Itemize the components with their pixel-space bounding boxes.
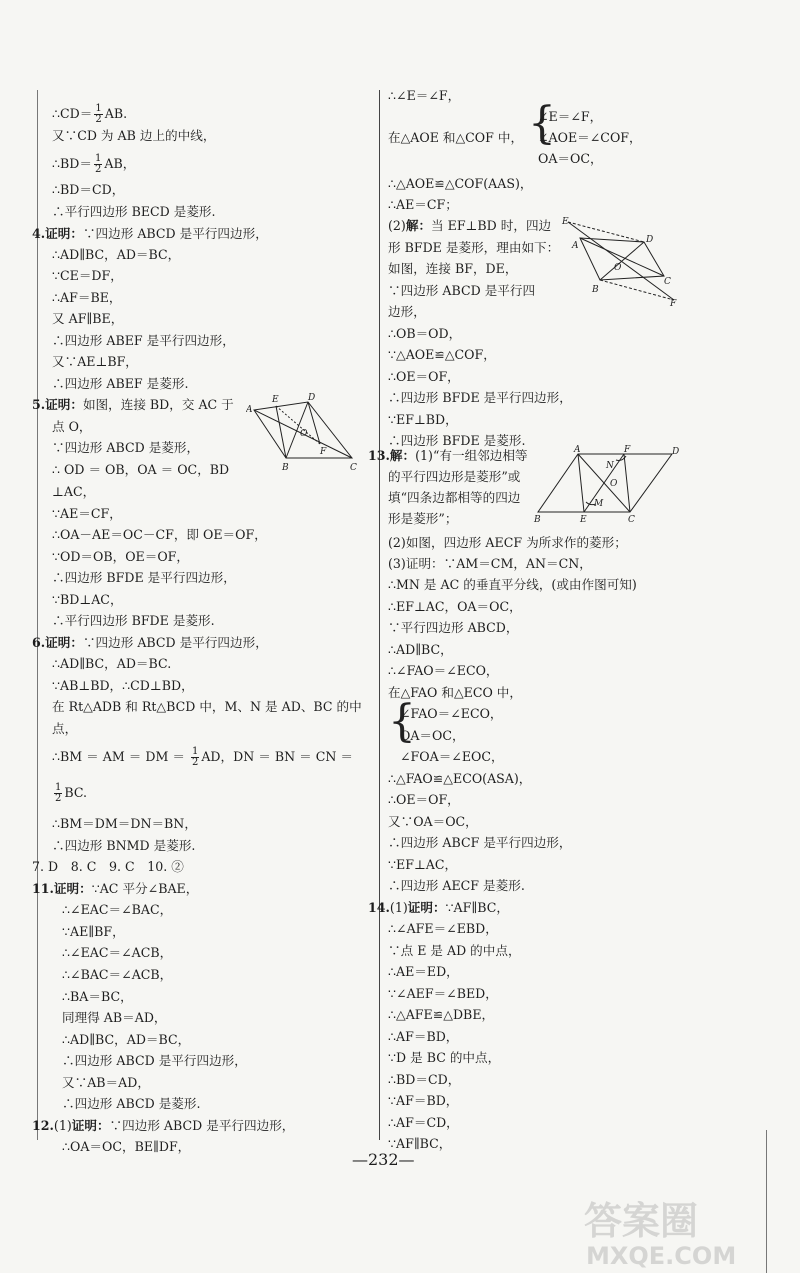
fraction-numerator: 1: [94, 153, 102, 164]
text-text: ∴BD＝CD，: [52, 182, 125, 197]
text-text: ∴∠FAO＝∠ECO，: [388, 663, 499, 678]
right-line: [388, 326, 461, 342]
fig13-label: C: [628, 515, 635, 524]
left-line: [52, 506, 122, 522]
left-line: [52, 527, 267, 543]
text-text: 如图，连接 BF，DE，: [388, 261, 518, 276]
right-line: [388, 347, 496, 363]
left-line: [52, 204, 216, 220]
fig12-label: B: [592, 285, 599, 295]
text-text: ∵AE＝CF，: [52, 506, 122, 521]
text-text: 同理得 AB＝AD，: [62, 1010, 167, 1025]
text-text: ∵AF∥BC，: [445, 900, 509, 915]
text-text: ∠FOA＝∠EOC，: [400, 749, 504, 764]
fig5-label: C: [350, 463, 357, 472]
fig13-label: E: [580, 515, 587, 524]
post-text: AB.: [104, 106, 128, 121]
text-text: ∴AD∥BC，: [388, 642, 453, 657]
left-line: [52, 783, 87, 804]
pre-text: ∴BM ＝ AM ＝ DM ＝: [52, 749, 189, 764]
text-text: ∴AE＝CF；: [388, 197, 458, 212]
left-line: [62, 945, 172, 961]
text-text: (2)如图，四边形 AECF 为所求作的菱形；: [388, 535, 627, 550]
pre2-text: (3): [388, 556, 406, 571]
right-line: [388, 556, 592, 572]
fraction: [191, 747, 199, 768]
right-line: [388, 1093, 458, 1109]
text-text: 又∵OA＝OC，: [388, 814, 478, 829]
figure-parallelogram-12: [558, 216, 678, 306]
text-text: ∵四边形 ABCD 是菱形，: [52, 440, 200, 455]
right-line: [400, 728, 465, 744]
text-text: ∵四边形 ABCD 是平行四边形，: [109, 1118, 295, 1133]
right-line: [400, 706, 503, 722]
right-line: [388, 685, 522, 701]
fig12-label: A: [572, 241, 579, 251]
text-text: ∴AD∥BC，AD＝BC，: [52, 247, 181, 262]
text-text: ∵四边形 ABCD 是平行四边形，: [82, 226, 268, 241]
right-line: [538, 109, 602, 125]
right-line: [388, 88, 460, 104]
left-line: [52, 440, 199, 456]
text-text: ∴BD＝CD，: [388, 1072, 461, 1087]
text-text: ∴四边形 ABEF 是平行四边形，: [52, 333, 235, 348]
label-text: 证明：: [45, 226, 83, 241]
right-line: [388, 1072, 460, 1088]
right-line: [388, 792, 460, 808]
text-text: 的平行四边形是菱形”或: [388, 469, 521, 484]
fig13-label: A: [574, 445, 581, 455]
right-line: [388, 921, 498, 937]
text-text: 又∵AB＝AD，: [62, 1075, 150, 1090]
right-line: [388, 490, 520, 506]
text-text: ∴OB＝OD，: [388, 326, 462, 341]
right-line: [388, 599, 522, 615]
text-text: ∴四边形 BFDE 是平行四边形，: [52, 570, 236, 585]
left-line: [32, 859, 184, 875]
right-line: [388, 620, 518, 636]
left-line: [52, 419, 92, 435]
watermark-url: MXQE.COM: [586, 1242, 737, 1270]
left-line: [52, 816, 197, 832]
text-text: 在 Rt△ADB 和 Rt△BCD 中，M、N 是 AD、BC 的中: [52, 699, 362, 714]
right-line: [388, 1007, 494, 1023]
right-line: [388, 304, 426, 320]
right-line: [388, 176, 532, 192]
column-divider: [379, 90, 380, 1140]
text-text: ∴△FAO≌△ECO(ASA)，: [388, 771, 532, 786]
text-text: 形 BFDE 是菱形，理由如下：: [388, 240, 560, 255]
text-text: ∴OA－AE＝OC－CF，即 OE＝OF，: [52, 527, 267, 542]
text-text: ∵BD⊥AC，: [52, 592, 123, 607]
text-text: ∴∠EAC＝∠BAC，: [62, 902, 173, 917]
pre2-text: (1): [53, 1118, 72, 1133]
right-line: [388, 642, 453, 658]
left-line: [32, 397, 234, 413]
figure-construction-13: [532, 444, 692, 524]
fig5-label: D: [308, 393, 316, 403]
right-line: [388, 835, 572, 851]
right-line: [388, 943, 521, 959]
fraction-denominator: 2: [55, 793, 62, 804]
text-text: ∵平行四边形 ABCD，: [388, 620, 519, 635]
fig5-label: A: [246, 405, 253, 415]
num-text: 6.: [32, 635, 46, 650]
text-text: ∵OD＝OB，OE＝OF，: [52, 549, 189, 564]
text-text: ∴EF⊥AC，OA＝OC，: [388, 599, 522, 614]
right-line: [388, 1029, 458, 1045]
fig12-label: O: [614, 263, 622, 273]
text-text: ⊥AC，: [52, 484, 96, 499]
left-line: [32, 881, 198, 897]
text-text: 在△AOE 和△COF 中，: [388, 130, 524, 145]
fraction: [94, 154, 102, 175]
text-text: 证明：∵AM＝CM，AN＝CN，: [405, 556, 592, 571]
left-line: [52, 699, 362, 715]
text-text: ∴四边形 ABCD 是菱形.: [62, 1096, 201, 1111]
left-line: [52, 570, 236, 586]
fig13-label: D: [672, 447, 680, 457]
text-text: (1)“有一组邻边相等: [415, 448, 528, 463]
text-text: 当 EF⊥BD 时，四边: [431, 218, 552, 233]
right-line: [538, 151, 603, 167]
text-text: OA＝OC，: [538, 151, 603, 166]
right-line: [388, 433, 525, 449]
right-line: [388, 663, 499, 679]
text-text: ∵EF⊥BD，: [388, 412, 458, 427]
left-line: [52, 128, 215, 144]
fraction-denominator: 2: [95, 114, 102, 125]
right-line: [388, 240, 559, 256]
left-line: [52, 549, 189, 565]
left-line: [52, 656, 171, 672]
num-text: 4.: [32, 226, 46, 241]
right-line: [388, 814, 478, 830]
right-line: [388, 511, 457, 527]
text-text: 又 AF∥BE，: [52, 311, 124, 326]
text-text: ∴AD∥BC，AD＝BC.: [52, 656, 172, 671]
fig5-label: B: [282, 463, 289, 472]
watermark: [574, 1190, 774, 1270]
right-line: [388, 577, 637, 593]
text-text: OA＝OC，: [400, 728, 465, 743]
label-text: 解：: [405, 218, 432, 233]
fig13-label: F: [624, 445, 631, 455]
text-text: ∴四边形 ABEF 是菱形.: [52, 376, 189, 391]
left-line: [52, 592, 123, 608]
text-text: ∵点 E 是 AD 的中点，: [388, 943, 521, 958]
right-line: [368, 448, 528, 464]
right-line: [388, 283, 535, 299]
right-line: [388, 261, 517, 277]
right-line: [388, 964, 459, 980]
label-text: 证明：: [71, 1118, 110, 1133]
post-text: AB，: [104, 156, 136, 171]
fig12-label: E: [562, 217, 569, 227]
text-text: ∴MN 是 AC 的垂直平分线，(或由作图可知): [388, 577, 637, 592]
left-line: [52, 747, 353, 768]
text-text: ∵AB⊥BD，∴CD⊥BD，: [52, 678, 194, 693]
label-text: 解：: [389, 448, 416, 463]
text-text: 填“四条边都相等的四边: [388, 490, 521, 505]
right-line: [388, 369, 460, 385]
text-text: ∴△AFE≌△DBE，: [388, 1007, 495, 1022]
left-line: [62, 1096, 200, 1112]
text-text: ∴∠E＝∠F，: [388, 88, 461, 103]
pre2-text: (1): [389, 900, 408, 915]
text-text: ∵△AOE≌△COF，: [388, 347, 496, 362]
num-text: 14.: [368, 900, 390, 915]
text-text: ∵四边形 ABCD 是平行四: [388, 283, 536, 298]
left-line: [32, 226, 268, 242]
left-line: [62, 1010, 167, 1026]
right-line: [388, 412, 458, 428]
left-line: [52, 678, 194, 694]
text-text: ∴AF＝BD，: [388, 1029, 459, 1044]
fig12-label: C: [664, 277, 671, 287]
right-line: [388, 878, 525, 894]
text-text: ∵∠AEF＝∠BED，: [388, 986, 498, 1001]
left-line: [32, 1118, 294, 1134]
text-text: ∴四边形 AECF 是菱形.: [388, 878, 525, 893]
text-text: ∴四边形 BFDE 是平行四边形，: [388, 390, 572, 405]
right-line: [388, 857, 457, 873]
right-line: [388, 1115, 459, 1131]
fraction-numerator: 1: [95, 103, 102, 114]
left-line: [52, 721, 77, 737]
figure-rhombus-5: [246, 392, 362, 472]
right-line: [368, 900, 509, 916]
text-text: ∴∠BAC＝∠ACB，: [62, 967, 173, 982]
fig13-label: N: [606, 461, 614, 471]
left-line: [52, 376, 188, 392]
left-line: [62, 1032, 190, 1048]
fig13-label: M: [594, 499, 604, 509]
post-text: BC.: [64, 785, 88, 800]
fig12-label: F: [670, 299, 677, 306]
left-line: [52, 247, 180, 263]
fig12-label: D: [646, 235, 654, 245]
right-line: [538, 130, 642, 146]
left-line: [52, 182, 124, 198]
text-text: ∴四边形 ABCF 是平行四边形，: [388, 835, 572, 850]
label-text: 证明：: [45, 397, 83, 412]
text-text: ∴四边形 BNMD 是菱形.: [52, 838, 196, 853]
left-line: [52, 104, 127, 125]
label-text: 证明：: [45, 635, 83, 650]
left-line: [62, 1053, 247, 1069]
text-text: 点，: [52, 721, 78, 736]
pre-text: ∴BD＝: [52, 156, 92, 171]
right-line: [400, 749, 504, 765]
fig5-label: E: [272, 395, 279, 405]
text-text: ∴平行四边形 BFDE 是菱形.: [52, 613, 215, 628]
text-text: ∵四边形 ABCD 是平行四边形，: [82, 635, 268, 650]
fig5-label: O: [300, 429, 308, 439]
right-line: [388, 535, 627, 551]
left-line: [52, 333, 235, 349]
fraction-numerator: 1: [55, 782, 62, 793]
text-text: ∴△AOE≌△COF(AAS)，: [388, 176, 533, 191]
left-margin-rule: [37, 90, 38, 1140]
fraction-denominator: 2: [94, 164, 102, 175]
fraction: [54, 783, 62, 804]
pre2-text: (2): [388, 218, 406, 233]
fraction: [94, 104, 102, 125]
right-line: [388, 469, 520, 485]
text-text: 又∵CD 为 AB 边上的中线，: [52, 128, 216, 143]
fraction-numerator: 1: [191, 746, 199, 757]
text-text: ∴AF＝BE，: [52, 290, 122, 305]
left-line: [62, 1075, 150, 1091]
left-line: [52, 268, 123, 284]
text-text: ∴∠AFE＝∠EBD，: [388, 921, 498, 936]
text-text: ∵AF∥BC，: [388, 1136, 452, 1151]
pre-text: ∴CD＝: [52, 106, 93, 121]
text-text: ∴BM＝DM＝DN＝BN，: [52, 816, 197, 831]
left-line: [52, 311, 123, 327]
left-line: [62, 902, 172, 918]
left-line: [52, 484, 95, 500]
left-line: [62, 967, 172, 983]
page-number: —232—: [352, 1150, 415, 1169]
left-line: [52, 462, 229, 478]
text-text: ∵EF⊥AC，: [388, 857, 458, 872]
text-text: ∠E＝∠F，: [538, 109, 603, 124]
text-text: ∵AE∥BF，: [62, 924, 125, 939]
right-line: [388, 218, 551, 234]
watermark-logo-text: 答案圈: [584, 1199, 699, 1243]
text-text: ∵CE＝DF，: [52, 268, 123, 283]
text-text: 7. D 8. C 9. C 10. ②: [32, 859, 184, 874]
text-text: ∠AOE＝∠COF，: [538, 130, 642, 145]
text-text: ∴AD∥BC，AD＝BC，: [62, 1032, 191, 1047]
fig13-label: O: [610, 479, 618, 489]
right-line: [388, 1050, 500, 1066]
num-text: 12.: [32, 1118, 54, 1133]
text-text: 如图，连接 BD，交 AC 于: [82, 397, 234, 412]
text-text: 形是菱形”；: [388, 511, 458, 526]
text-text: ∴AE＝ED，: [388, 964, 459, 979]
text-text: ∵D 是 BC 的中点，: [388, 1050, 501, 1065]
text-text: ∵AF＝BD，: [388, 1093, 459, 1108]
right-line: [388, 197, 458, 213]
text-text: 又∵AE⊥BF，: [52, 354, 138, 369]
left-line: [52, 290, 121, 306]
num-text: 13.: [368, 448, 390, 463]
right-line: [388, 986, 498, 1002]
text-text: ∴OA＝OC，BE∥DF，: [62, 1139, 191, 1154]
system-brace-12: {: [528, 98, 556, 149]
text-text: ∴平行四边形 BECD 是菱形.: [52, 204, 216, 219]
left-line: [52, 354, 138, 370]
fig13-label: B: [534, 515, 541, 524]
text-text: ∴BA＝BC，: [62, 989, 133, 1004]
right-line: [388, 130, 523, 146]
text-text: ∠FAO＝∠ECO，: [400, 706, 503, 721]
text-text: ∴四边形 BFDE 是菱形.: [388, 433, 526, 448]
fig5-label: F: [320, 447, 327, 457]
label-text: 证明：: [407, 900, 446, 915]
right-line: [388, 390, 572, 406]
fraction-denominator: 2: [191, 757, 199, 768]
post-text: AD，DN ＝ BN ＝ CN ＝: [201, 749, 353, 764]
text-text: ∴∠EAC＝∠ACB，: [62, 945, 173, 960]
text-text: ∵AC 平分∠BAE，: [91, 881, 199, 896]
left-line: [52, 154, 135, 175]
system-brace-13: {: [388, 696, 416, 747]
text-text: ∴OE＝OF，: [388, 369, 460, 384]
num-text: 5.: [32, 397, 46, 412]
text-text: 点 O，: [52, 419, 92, 434]
left-line: [62, 1139, 190, 1155]
text-text: 边形，: [388, 304, 426, 319]
text-text: ∴AF＝CD，: [388, 1115, 459, 1130]
left-line: [52, 613, 215, 629]
text-text: ∴四边形 ABCD 是平行四边形，: [62, 1053, 247, 1068]
right-line: [388, 771, 531, 787]
text-text: ∴ OD ＝ OB，OA ＝ OC，BD: [52, 462, 230, 477]
left-line: [62, 924, 125, 940]
left-line: [32, 635, 268, 651]
left-line: [52, 838, 195, 854]
num-text: 11.: [32, 881, 54, 896]
label-text: 证明：: [53, 881, 92, 896]
text-text: ∴OE＝OF，: [388, 792, 460, 807]
text-text: 在△FAO 和△ECO 中，: [388, 685, 522, 700]
left-line: [62, 989, 133, 1005]
